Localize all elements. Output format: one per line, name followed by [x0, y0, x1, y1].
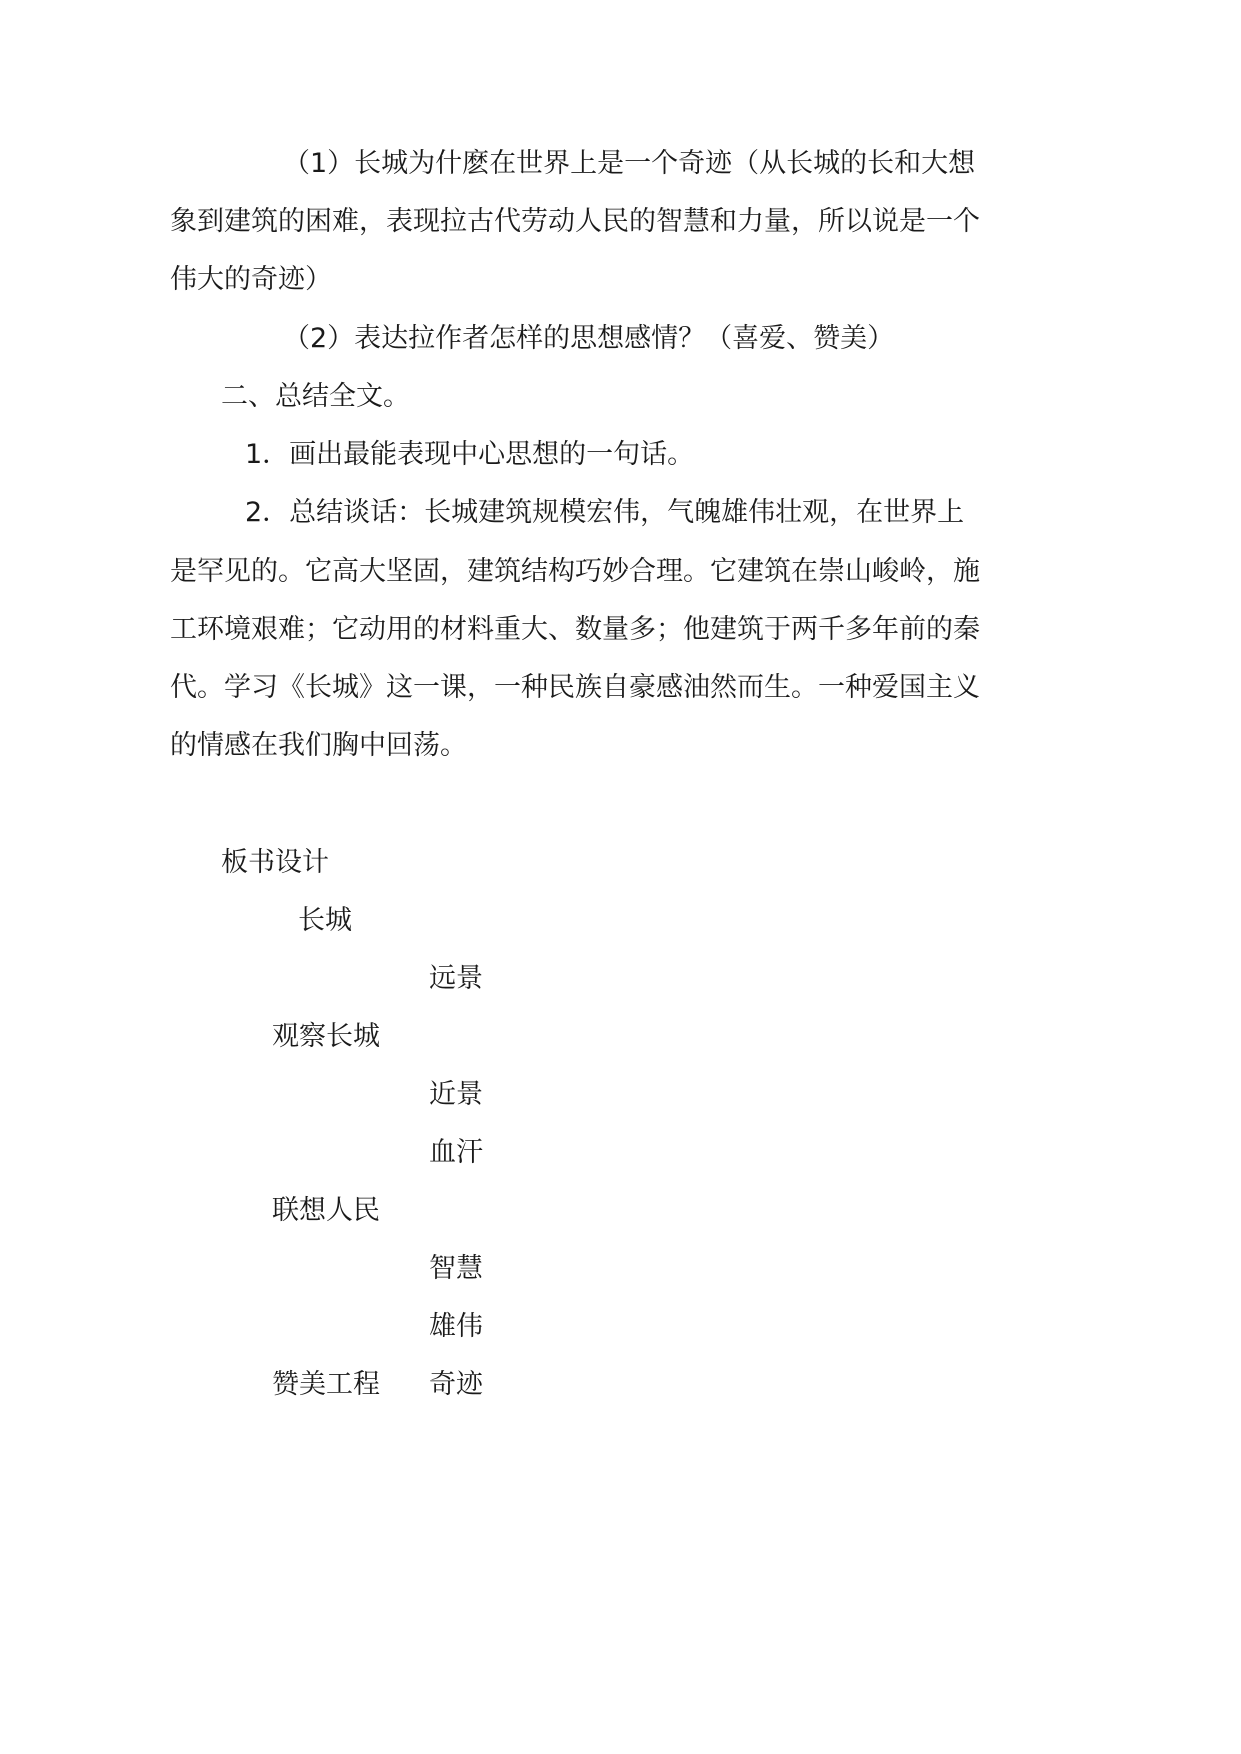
- point2-line-2: 是罕见的。它高大坚固，建筑结构巧妙合理。它建筑在崇山峻岭，施: [170, 556, 980, 587]
- point2-line-3: 工环境艰难；它动用的材料重大、数量多；他建筑于两千多年前的秦: [170, 614, 980, 645]
- board-item-majestic: 雄伟: [429, 1311, 483, 1342]
- item1-line-1: （1）长城为什麽在世界上是一个奇迹（从长城的长和大想: [283, 148, 976, 179]
- board-topic: 长城: [298, 905, 352, 936]
- item2-line: （2）表达拉作者怎样的思想感情？（喜爱、赞美）: [283, 323, 895, 354]
- board-item-far-view: 远景: [429, 963, 483, 994]
- point2-line-4: 代。学习《长城》这一课，一种民族自豪感油然而生。一种爱国主义: [170, 672, 980, 703]
- board-item-near-view: 近景: [429, 1079, 483, 1110]
- board-item-wisdom: 智慧: [429, 1253, 483, 1284]
- item1-line-3: 伟大的奇迹）: [170, 264, 332, 295]
- section-two-heading: 二、总结全文。: [221, 381, 410, 412]
- board-design-title: 板书设计: [221, 847, 329, 878]
- board-label-praise: 赞美工程: [272, 1369, 380, 1400]
- board-item-sweat: 血汗: [429, 1137, 483, 1168]
- point2-line-5: 的情感在我们胸中回荡。: [170, 730, 467, 761]
- board-item-wonder: 奇迹: [429, 1369, 483, 1400]
- item1-line-2: 象到建筑的困难，表现拉古代劳动人民的智慧和力量，所以说是一个: [170, 206, 980, 237]
- point2-line-1: 2．总结谈话：长城建筑规模宏伟，气魄雄伟壮观，在世界上: [245, 497, 965, 528]
- board-label-observe: 观察长城: [272, 1021, 380, 1052]
- point1-line: 1．画出最能表现中心思想的一句话。: [245, 439, 695, 470]
- board-label-associate: 联想人民: [272, 1195, 380, 1226]
